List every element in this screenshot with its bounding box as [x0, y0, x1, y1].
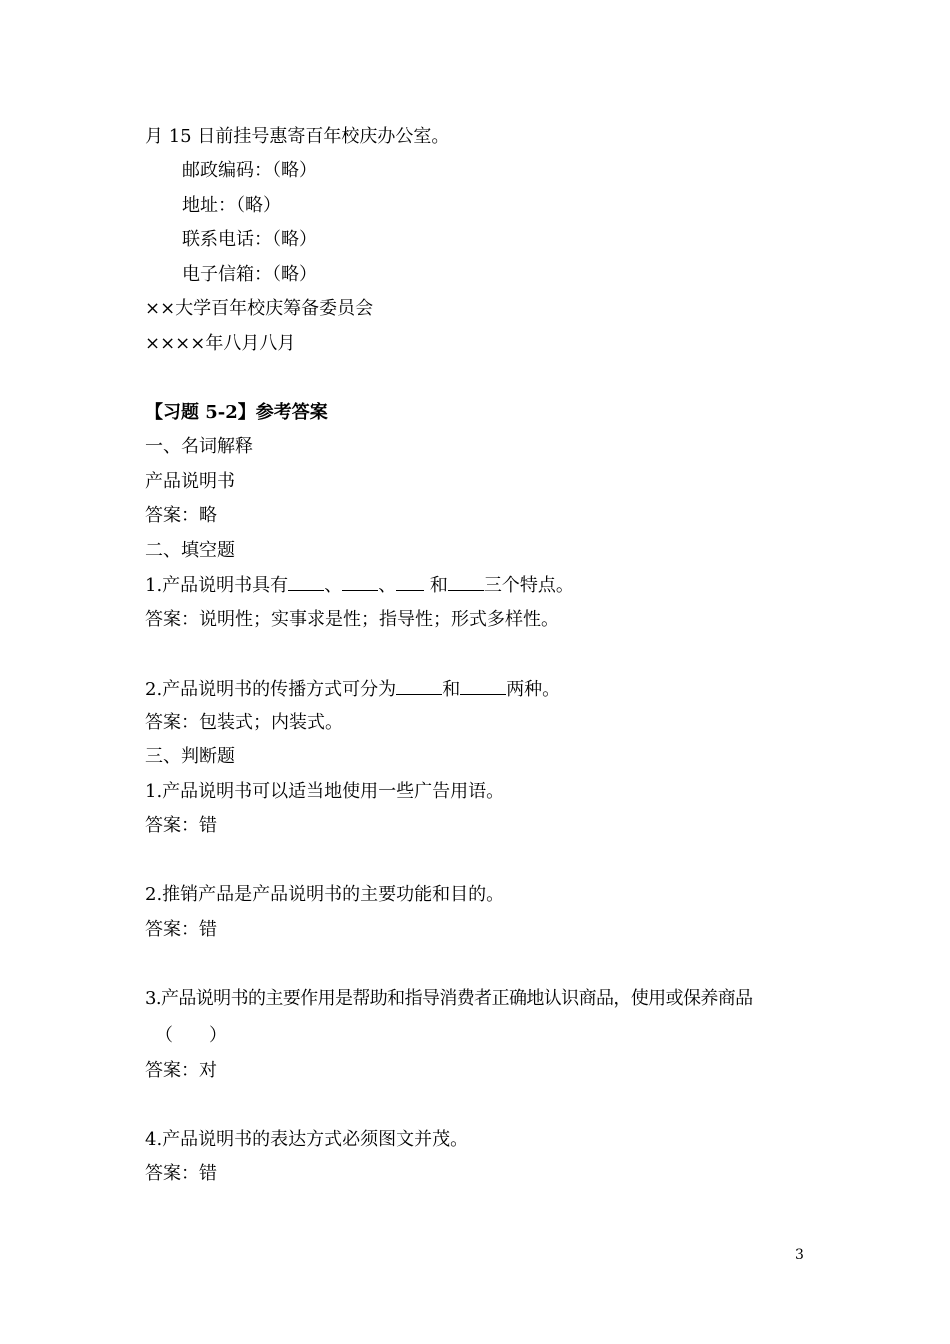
section-title: 一、名词解释	[145, 436, 253, 457]
question-text: 三个特点。	[483, 575, 574, 596]
date-line: ××××年八月八月	[145, 333, 296, 354]
answer-line: 答案：略	[145, 505, 217, 526]
conjunction: 和	[442, 679, 461, 700]
answer-line: 答案：说明性；实事求是性；指导性；形式多样性。	[145, 609, 559, 630]
email-line: 电子信箱：（略）	[182, 264, 317, 285]
fill-blank	[288, 572, 324, 591]
text-line: 月 15 日前挂号惠寄百年校庆办公室。	[145, 126, 450, 147]
postal-code-line: 邮政编码：（略）	[182, 160, 317, 181]
fill-blank	[396, 676, 442, 695]
address-line: 地址：（略）	[182, 195, 281, 216]
question-line: 1.产品说明书可以适当地使用一些广告用语。	[145, 781, 505, 802]
fill-blank	[448, 572, 484, 591]
answer-line: 答案：错	[145, 1163, 217, 1184]
section-title: 三、判断题	[145, 746, 235, 767]
answer-line: 答案：包装式；内装式。	[145, 712, 343, 733]
fill-blank	[396, 572, 424, 591]
question-text: 1.产品说明书具有	[145, 575, 289, 596]
question-text: 2.产品说明书的传播方式可分为	[145, 679, 397, 700]
fill-blank	[460, 676, 506, 695]
question-line	[145, 572, 574, 599]
separator: 、	[378, 575, 397, 596]
answer-line: 答案：错	[145, 919, 217, 940]
question-line: 3.产品说明书的主要作用是帮助和指导消费者正确地认识商品，使用或保养商品	[145, 988, 753, 1009]
committee-line: ××大学百年校庆筹备委员会	[145, 298, 374, 319]
separator: 、	[324, 575, 343, 596]
answer-parenthesis: （ ）	[155, 1025, 227, 1046]
section-title: 二、填空题	[145, 540, 235, 561]
question-line	[145, 676, 560, 703]
answer-line: 答案：错	[145, 815, 217, 836]
phone-line: 联系电话：（略）	[182, 229, 317, 250]
term-line: 产品说明书	[145, 471, 235, 492]
section-heading: 【习题 5-2】参考答案	[145, 402, 328, 423]
fill-blank	[342, 572, 378, 591]
question-line: 2.推销产品是产品说明书的主要功能和目的。	[145, 884, 505, 905]
answer-line: 答案：对	[145, 1060, 217, 1081]
question-line: 4.产品说明书的表达方式必须图文并茂。	[145, 1129, 469, 1150]
conjunction: 和	[424, 575, 448, 596]
page-number: 3	[795, 1247, 804, 1263]
question-text: 两种。	[506, 679, 561, 700]
